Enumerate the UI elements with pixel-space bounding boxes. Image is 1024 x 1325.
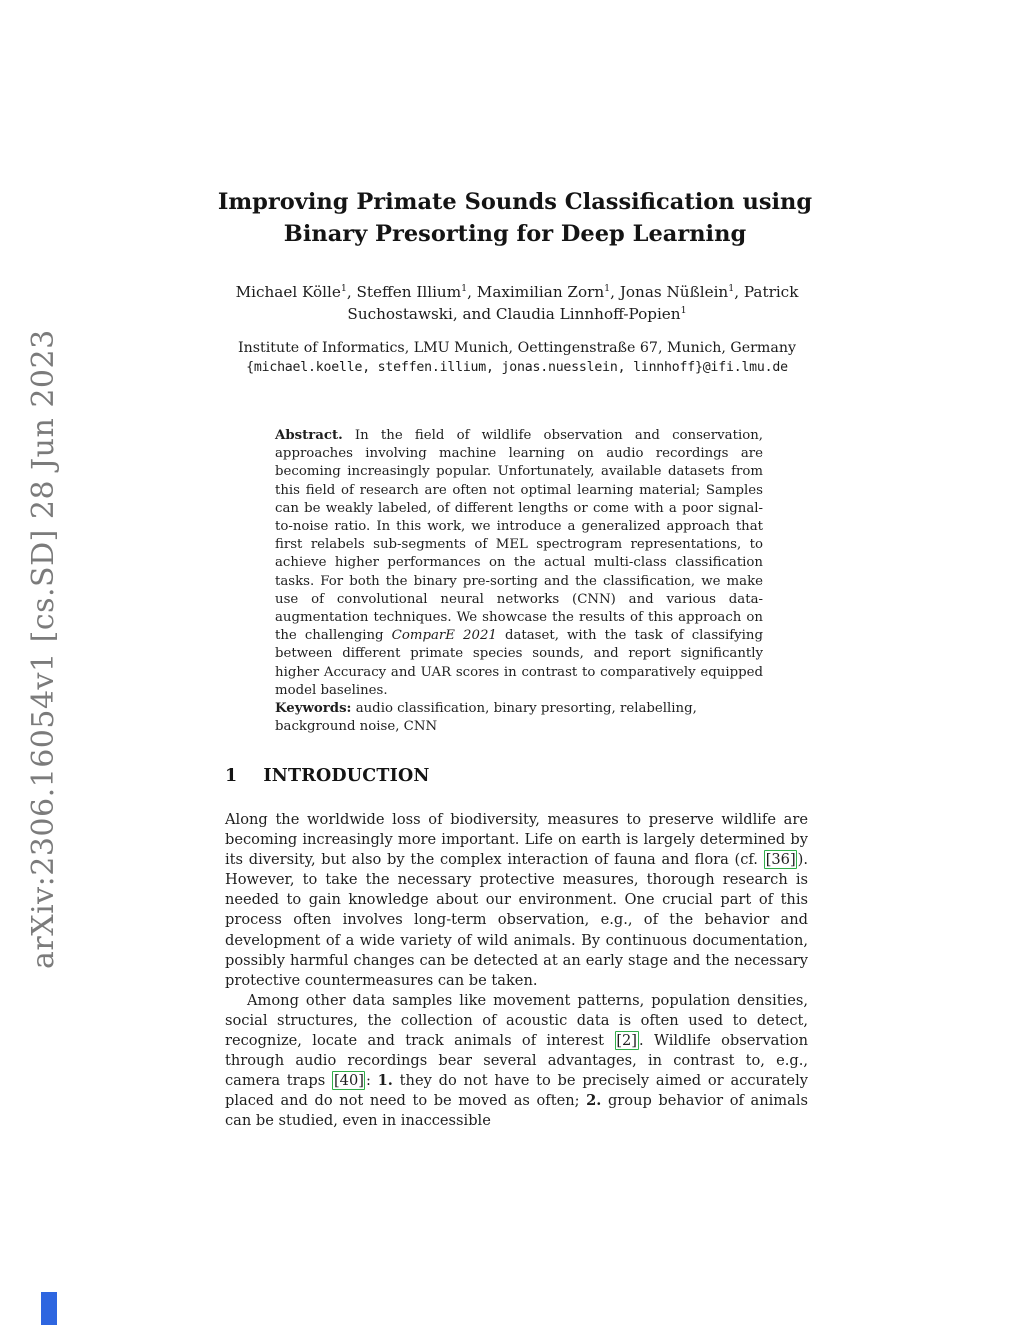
bold-text: Abstract.	[275, 428, 343, 443]
authors-line-1: Michael Kölle$^1$, Steffen Illium$^1$, Maximilian Zorn$^1$, Jonas Nüßlein$^1$, Patrick	[235, 282, 799, 301]
paper-title	[8, 186, 1022, 250]
intro-paragraph-1: Along the worldwide loss of biodiversity, measures to preserve wildlife are becoming increasingly more important. Life on earth is largely determined by its diversity, but also by the complex interaction of fauna and flora (cf. [36] ). However, to take the necessary protective measures, thorough research is needed to gain knowledge about our environment. One crucial part of this process often involves long-term observation, e.g., of the behavior and development of a wide variety of wild animals. By continuous documentation, possibly harmful changes can be detected at an early stage and the necessary protective countermeasures can be taken.	[225, 811, 808, 989]
author-affiliation-mark: 1	[604, 282, 611, 294]
title-line-2: Binary Presorting for Deep Learning	[283, 221, 747, 247]
author-affiliation-mark: 1	[728, 282, 735, 294]
institute-line: Institute of Informatics, LMU Munich, Oettingenstraße 67, Munich, Germany	[238, 340, 796, 356]
author-affiliation-mark: 1	[461, 282, 468, 294]
italic-text: ComparE 2021	[391, 628, 497, 644]
keywords: Keywords: audio classification, binary presorting, relabelling, background noise, CNN	[275, 701, 697, 735]
author-affiliation-mark: 1	[680, 304, 687, 316]
author-affiliation-mark: 1	[340, 282, 347, 294]
citation-link[interactable]: [36]	[765, 851, 796, 869]
section-title: INTRODUCTION	[263, 766, 430, 786]
bold-text: 1.	[377, 1072, 393, 1090]
citation-link[interactable]: [40]	[333, 1072, 364, 1090]
section-heading-introduction	[225, 766, 825, 786]
section-number: 1	[225, 766, 238, 786]
body-column	[225, 810, 808, 1132]
authors-line-2: Suchostawski, and Claudia Linnhoff-Popien$^1$	[347, 304, 687, 323]
author-list	[12, 281, 1022, 325]
email-line: {michael.koelle, steffen.illium, jonas.nuesslein, linnhoff}@ifi.lmu.de	[246, 360, 788, 375]
arxiv-watermark: arXiv:2306.16054v1 [cs.SD] 28 Jun 2023	[26, 329, 61, 969]
bold-text: 2.	[586, 1092, 602, 1110]
title-line-1: Improving Primate Sounds Classification using	[217, 189, 813, 215]
affiliation-block	[12, 339, 1022, 377]
abstract: Abstract. In the field of wildlife observation and conservation, approaches involving machine learning on audio recordings are becoming increasingly popular. Unfortunately, available datasets from this field of research are often not optimal learning material; Samples can be weakly labeled, of different lengths or come with a poor signal-to-noise ratio. In this work, we introduce a generalized approach that first relabels sub-segments of MEL spectrogram representations, to achieve higher performances on the actual multi-class classification tasks. For both the binary pre-sorting and the classification, we make use of convolutional neural networks (CNN) and various data-augmentation techniques. We showcase the results of this approach on the challenging ComparE 2021 dataset, with the task of classifying between different primate species sounds, and report significantly higher Accuracy and UAR scores in contrast to comparatively equipped model baselines.	[275, 428, 763, 698]
blue-artifact-mark	[41, 1292, 57, 1325]
bold-text: Keywords:	[275, 701, 352, 716]
intro-paragraph-2: Among other data samples like movement patterns, population densities, social structures, the collection of acoustic data is often used to detect, recognize, locate and track animals of interest [2] . Wildlife observation through audio recordings bear several advantages, in contrast to, e.g., camera traps [40] : 1. they do not have to be precisely aimed or accurately placed and do not need to be moved as often; 2. group behavior of animals can be studied, even in inaccessible	[225, 991, 809, 1130]
citation-link[interactable]: [2]	[616, 1032, 637, 1050]
